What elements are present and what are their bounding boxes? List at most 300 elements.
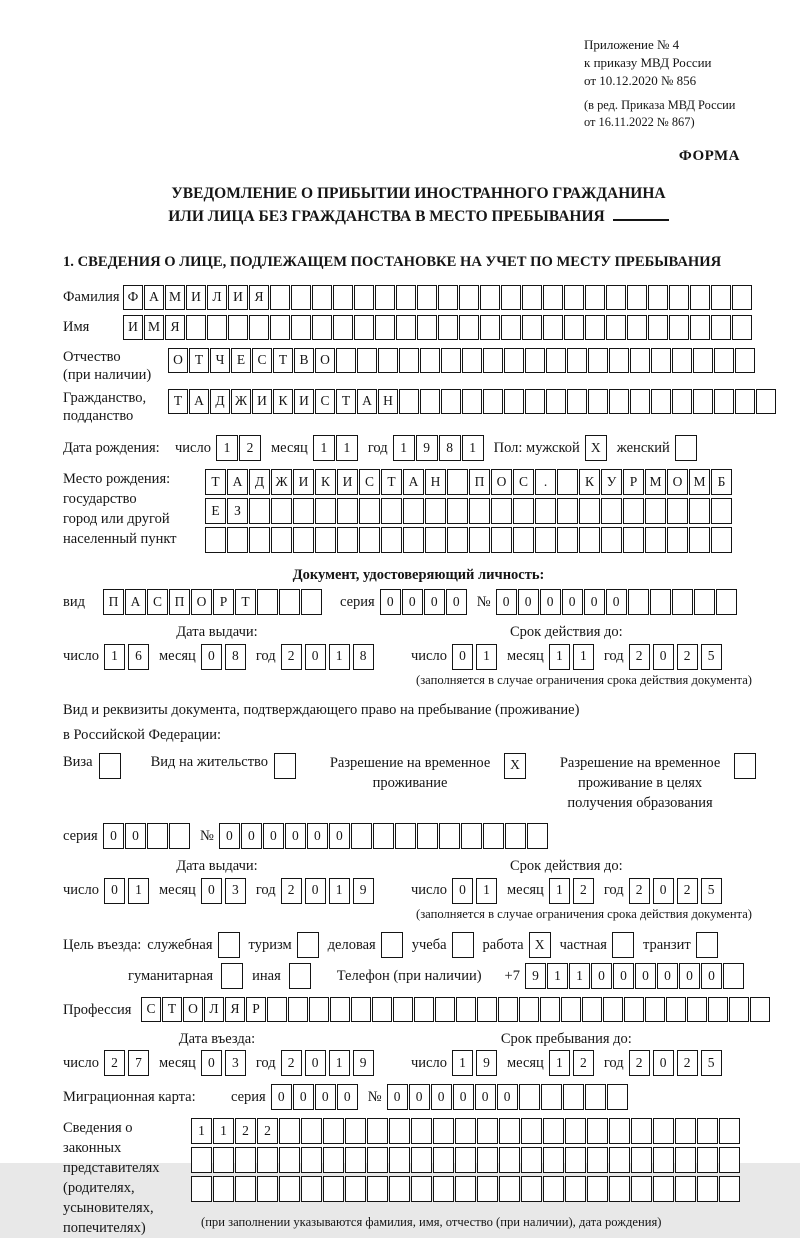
year-label: год [255, 882, 276, 899]
char-box: 0 [606, 589, 627, 615]
char-box [433, 1176, 454, 1202]
char-box [501, 315, 521, 340]
char-box: 0 [701, 963, 722, 989]
char-box [690, 285, 710, 310]
residence-number-boxes [219, 823, 548, 849]
char-box [499, 1147, 520, 1173]
char-box: 7 [128, 1050, 149, 1076]
patronymic-boxes [168, 348, 755, 373]
year-label: год [603, 882, 624, 899]
entry-year-boxes [281, 1050, 374, 1076]
char-box: С [315, 389, 335, 414]
char-box [651, 348, 671, 373]
citizenship-boxes [168, 389, 776, 414]
char-box [462, 389, 482, 414]
char-box [729, 997, 749, 1022]
phone-prefix: +7 [504, 968, 520, 985]
day-label: число [63, 882, 99, 899]
representatives-label-line: законных [63, 1140, 122, 1157]
char-box [477, 1147, 498, 1173]
char-box [628, 589, 649, 615]
char-box: А [125, 589, 146, 615]
char-box [609, 348, 629, 373]
char-box: 6 [128, 644, 149, 670]
char-box: 1 [452, 1050, 473, 1076]
purpose-work-checkbox [529, 932, 551, 958]
char-box: 1 [213, 1118, 234, 1144]
char-box [543, 1147, 564, 1173]
issue-day-boxes [104, 644, 149, 670]
char-box: 0 [337, 1084, 358, 1110]
representatives-label-line: усыновителях, [63, 1200, 154, 1217]
char-box [627, 315, 647, 340]
char-box [411, 1118, 432, 1144]
char-box: Я [249, 285, 269, 310]
purpose-other-label: иная [252, 968, 281, 985]
char-box [669, 315, 689, 340]
char-box [291, 315, 311, 340]
char-box [359, 527, 380, 553]
checkbox [221, 963, 243, 989]
char-box [354, 315, 374, 340]
residence-options-row [63, 753, 774, 814]
checkbox [289, 963, 311, 989]
char-box [480, 285, 500, 310]
residence-permit-checkbox [274, 753, 296, 779]
profession-label: Профессия [63, 1001, 132, 1018]
char-box [447, 498, 468, 524]
patronymic-row [63, 348, 774, 384]
day-label: число [411, 882, 447, 899]
char-box [381, 498, 402, 524]
char-box [666, 997, 686, 1022]
char-box: Б [711, 469, 732, 495]
char-box: Е [231, 348, 251, 373]
given-name-boxes [123, 315, 752, 340]
birth-place-block [63, 469, 774, 556]
char-box [279, 589, 300, 615]
char-box [675, 1147, 696, 1173]
char-box [438, 285, 458, 310]
char-box [579, 527, 600, 553]
purpose-humanitarian-checkbox [221, 963, 243, 989]
amendment-line: (в ред. Приказа МВД России [584, 97, 736, 112]
char-box [270, 315, 290, 340]
char-box: 0 [431, 1084, 452, 1110]
char-box: У [601, 469, 622, 495]
char-box [585, 315, 605, 340]
char-box: Т [235, 589, 256, 615]
char-box: 5 [701, 1050, 722, 1076]
representatives-label-line: Сведения о [63, 1120, 133, 1137]
issue-date-heading: Дата выдачи: [176, 858, 258, 875]
char-box [561, 997, 581, 1022]
char-box: 2 [257, 1118, 278, 1144]
char-box: 9 [353, 878, 374, 904]
char-box [357, 348, 377, 373]
char-box: 0 [446, 589, 467, 615]
char-box: 0 [315, 1084, 336, 1110]
char-box [557, 498, 578, 524]
char-box [565, 1176, 586, 1202]
char-box: С [141, 997, 161, 1022]
char-box [393, 997, 413, 1022]
purpose-business-checkbox [381, 932, 403, 958]
char-box: Т [189, 348, 209, 373]
representatives-label-line: попечителях) [63, 1220, 146, 1237]
char-box [607, 1084, 628, 1110]
char-box [227, 527, 248, 553]
char-box [483, 348, 503, 373]
char-box: 0 [402, 589, 423, 615]
char-box [191, 1176, 212, 1202]
char-box [522, 285, 542, 310]
char-box [648, 285, 668, 310]
char-box: З [227, 498, 248, 524]
char-box [750, 997, 770, 1022]
char-box [249, 498, 270, 524]
char-box: 0 [679, 963, 700, 989]
char-box: 9 [525, 963, 546, 989]
char-box [403, 498, 424, 524]
char-box [732, 285, 752, 310]
char-box: 2 [239, 435, 261, 461]
char-box: Р [213, 589, 234, 615]
char-box: 9 [353, 1050, 374, 1076]
char-box [563, 1084, 584, 1110]
char-box: 0 [653, 644, 674, 670]
char-box [249, 527, 270, 553]
char-box: А [227, 469, 248, 495]
char-box: 0 [657, 963, 678, 989]
char-box [588, 389, 608, 414]
char-box [587, 1176, 608, 1202]
birth-month-boxes [313, 435, 358, 461]
checkbox [452, 932, 474, 958]
char-box [293, 527, 314, 553]
residence-intro-line1: Вид и реквизиты документа, подтверждающего право на пребывание (проживание) [63, 702, 580, 719]
month-label: месяц [158, 648, 196, 665]
char-box [519, 1084, 540, 1110]
month-label: месяц [158, 882, 196, 899]
form-title-line1: УВЕДОМЛЕНИЕ О ПРИБЫТИИ ИНОСТРАННОГО ГРАЖДАНИНА [171, 185, 666, 203]
char-box [714, 348, 734, 373]
char-box [336, 348, 356, 373]
char-box: Т [168, 389, 188, 414]
char-box [504, 389, 524, 414]
char-box [345, 1147, 366, 1173]
char-box: 1 [393, 435, 415, 461]
char-box: Р [246, 997, 266, 1022]
checkbox [696, 932, 718, 958]
char-box: А [403, 469, 424, 495]
profession-boxes [141, 997, 770, 1022]
char-box [623, 498, 644, 524]
char-box: 0 [241, 823, 262, 849]
char-box: 2 [629, 644, 650, 670]
checkbox [734, 753, 756, 779]
char-box [519, 997, 539, 1022]
char-box [672, 589, 693, 615]
char-box [687, 997, 707, 1022]
char-box: А [189, 389, 209, 414]
char-box [525, 348, 545, 373]
char-box: 0 [584, 589, 605, 615]
char-box: 1 [549, 644, 570, 670]
char-box: С [513, 469, 534, 495]
char-box [417, 823, 438, 849]
purpose-row2 [128, 963, 774, 989]
doc-type-boxes [103, 589, 322, 615]
residence-intro-line2: в Российской Федерации: [63, 726, 222, 743]
char-box [288, 997, 308, 1022]
char-box: 9 [416, 435, 438, 461]
visa-label: Виза [63, 753, 93, 770]
char-box [587, 1118, 608, 1144]
char-box: И [294, 389, 314, 414]
stay-until-heading: Срок пребывания до: [500, 1031, 632, 1048]
purpose-official-label: служебная [147, 937, 213, 954]
char-box [417, 285, 437, 310]
purpose-work-label: работа [482, 937, 524, 954]
purpose-label: Цель въезда: [63, 937, 142, 954]
char-box: Ж [271, 469, 292, 495]
char-box [564, 285, 584, 310]
char-box: 0 [201, 644, 222, 670]
char-box: 2 [235, 1118, 256, 1144]
char-box [462, 348, 482, 373]
char-box [521, 1118, 542, 1144]
char-box: 0 [562, 589, 583, 615]
char-box: Л [204, 997, 224, 1022]
char-box [257, 1176, 278, 1202]
char-box [477, 1118, 498, 1144]
representatives-note: (при заполнении указываются фамилия, имя, отчество (при наличии), дата рождения) [201, 1215, 662, 1230]
char-box [301, 1176, 322, 1202]
char-box [693, 389, 713, 414]
representatives-row3-boxes [191, 1176, 740, 1202]
char-box [459, 315, 479, 340]
char-box: М [689, 469, 710, 495]
char-box [345, 1118, 366, 1144]
char-box [567, 389, 587, 414]
char-box: Я [225, 997, 245, 1022]
char-box [441, 389, 461, 414]
appendix-header [584, 36, 774, 131]
series-label: серия [340, 594, 375, 611]
char-box [433, 1147, 454, 1173]
issue-day-boxes [104, 878, 149, 904]
expiry-day-boxes [452, 878, 497, 904]
char-box [191, 1147, 212, 1173]
char-box: 0 [453, 1084, 474, 1110]
char-box: Н [378, 389, 398, 414]
char-box [301, 1118, 322, 1144]
issue-date-heading: Дата выдачи: [176, 624, 258, 641]
char-box: 3 [225, 878, 246, 904]
char-box: П [169, 589, 190, 615]
char-box [469, 498, 490, 524]
expiry-year-boxes [629, 644, 722, 670]
char-box: Т [273, 348, 293, 373]
char-box: И [123, 315, 143, 340]
char-box: 0 [387, 1084, 408, 1110]
char-box [323, 1118, 344, 1144]
appendix-line: от 10.12.2020 № 856 [584, 73, 697, 89]
patronymic-note: (при наличии) [63, 366, 152, 383]
char-box [477, 997, 497, 1022]
char-box [716, 589, 737, 615]
char-box [689, 527, 710, 553]
char-box: О [667, 469, 688, 495]
char-box: 1 [336, 435, 358, 461]
purpose-row [63, 932, 774, 958]
expiry-month-boxes [549, 644, 594, 670]
purpose-humanitarian-label: гуманитарная [128, 968, 214, 985]
char-box [631, 1147, 652, 1173]
char-box [330, 997, 350, 1022]
char-box [351, 997, 371, 1022]
checkbox [675, 435, 697, 461]
checkbox: X [504, 753, 526, 779]
char-box [756, 389, 776, 414]
char-box [501, 285, 521, 310]
char-box: М [645, 469, 666, 495]
purpose-tourism-checkbox [297, 932, 319, 958]
char-box [271, 498, 292, 524]
char-box [498, 997, 518, 1022]
series-label: серия [63, 828, 98, 845]
checkbox [381, 932, 403, 958]
char-box [557, 469, 578, 495]
char-box [567, 348, 587, 373]
purpose-transit-checkbox [696, 932, 718, 958]
citizenship-row [63, 389, 774, 425]
char-box [312, 285, 332, 310]
char-box: 0 [475, 1084, 496, 1110]
char-box: 0 [219, 823, 240, 849]
char-box [267, 997, 287, 1022]
char-box: Д [249, 469, 270, 495]
char-box [697, 1147, 718, 1173]
identity-doc-dates [63, 623, 774, 669]
char-box [693, 348, 713, 373]
char-box [399, 389, 419, 414]
char-box [483, 389, 503, 414]
temp-residence-education-checkbox [734, 753, 756, 779]
char-box [631, 1118, 652, 1144]
char-box: 0 [653, 878, 674, 904]
day-label: число [411, 648, 447, 665]
char-box [396, 285, 416, 310]
char-box [375, 315, 395, 340]
char-box [315, 498, 336, 524]
representatives-label-line: (родителях, [63, 1180, 135, 1197]
char-box [521, 1176, 542, 1202]
char-box [414, 997, 434, 1022]
char-box: 1 [547, 963, 568, 989]
char-box [579, 498, 600, 524]
char-box: 1 [191, 1118, 212, 1144]
migration-card-row [63, 1084, 774, 1110]
char-box: К [315, 469, 336, 495]
char-box: Н [425, 469, 446, 495]
char-box [455, 1147, 476, 1173]
char-box [396, 315, 416, 340]
char-box [456, 997, 476, 1022]
char-box: Е [205, 498, 226, 524]
char-box: Ф [123, 285, 143, 310]
issue-month-boxes [201, 644, 246, 670]
char-box [395, 823, 416, 849]
birth-place-label: Место рождения: [63, 471, 171, 488]
temp-residence-label: Разрешение на временное проживание [329, 754, 491, 791]
char-box [447, 527, 468, 553]
char-box [291, 285, 311, 310]
char-box [323, 1147, 344, 1173]
month-label: месяц [506, 882, 544, 899]
temp-residence-education-label: Разрешение на временное проживание в целях получения образования [559, 754, 721, 812]
char-box [711, 285, 731, 310]
char-box [235, 1147, 256, 1173]
issue-year-boxes [281, 644, 374, 670]
char-box [565, 1118, 586, 1144]
stay-day-boxes [452, 1050, 497, 1076]
char-box [270, 285, 290, 310]
birth-year-boxes [393, 435, 484, 461]
char-box [694, 589, 715, 615]
purpose-study-checkbox [452, 932, 474, 958]
residence-series-boxes [103, 823, 190, 849]
char-box [645, 997, 665, 1022]
char-box: 0 [424, 589, 445, 615]
char-box [345, 1176, 366, 1202]
purpose-private-label: частная [559, 937, 607, 954]
char-box [271, 527, 292, 553]
number-label: № [367, 1089, 382, 1106]
char-box [672, 348, 692, 373]
birth-place-row1-boxes [205, 469, 732, 495]
char-box: 2 [281, 644, 302, 670]
char-box [354, 285, 374, 310]
char-box: 1 [573, 644, 594, 670]
char-box [648, 315, 668, 340]
residence-doc-dates [63, 857, 774, 903]
month-label: месяц [506, 1055, 544, 1072]
issue-year-boxes [281, 878, 374, 904]
char-box [213, 1147, 234, 1173]
char-box [543, 1118, 564, 1144]
given-name-label: Имя [63, 319, 90, 336]
char-box [588, 348, 608, 373]
char-box [667, 527, 688, 553]
identity-doc-row [63, 589, 774, 615]
char-box [711, 315, 731, 340]
expiry-year-boxes [629, 878, 722, 904]
char-box: 1 [549, 878, 570, 904]
char-box [711, 498, 732, 524]
birth-day-boxes [216, 435, 261, 461]
char-box [543, 285, 563, 310]
char-box [627, 285, 647, 310]
char-box [301, 1147, 322, 1173]
char-box: 0 [452, 644, 473, 670]
char-box: 1 [216, 435, 238, 461]
char-box [235, 1176, 256, 1202]
birth-place-sublabel: город или другой [63, 511, 170, 528]
char-box [477, 1176, 498, 1202]
char-box: И [228, 285, 248, 310]
